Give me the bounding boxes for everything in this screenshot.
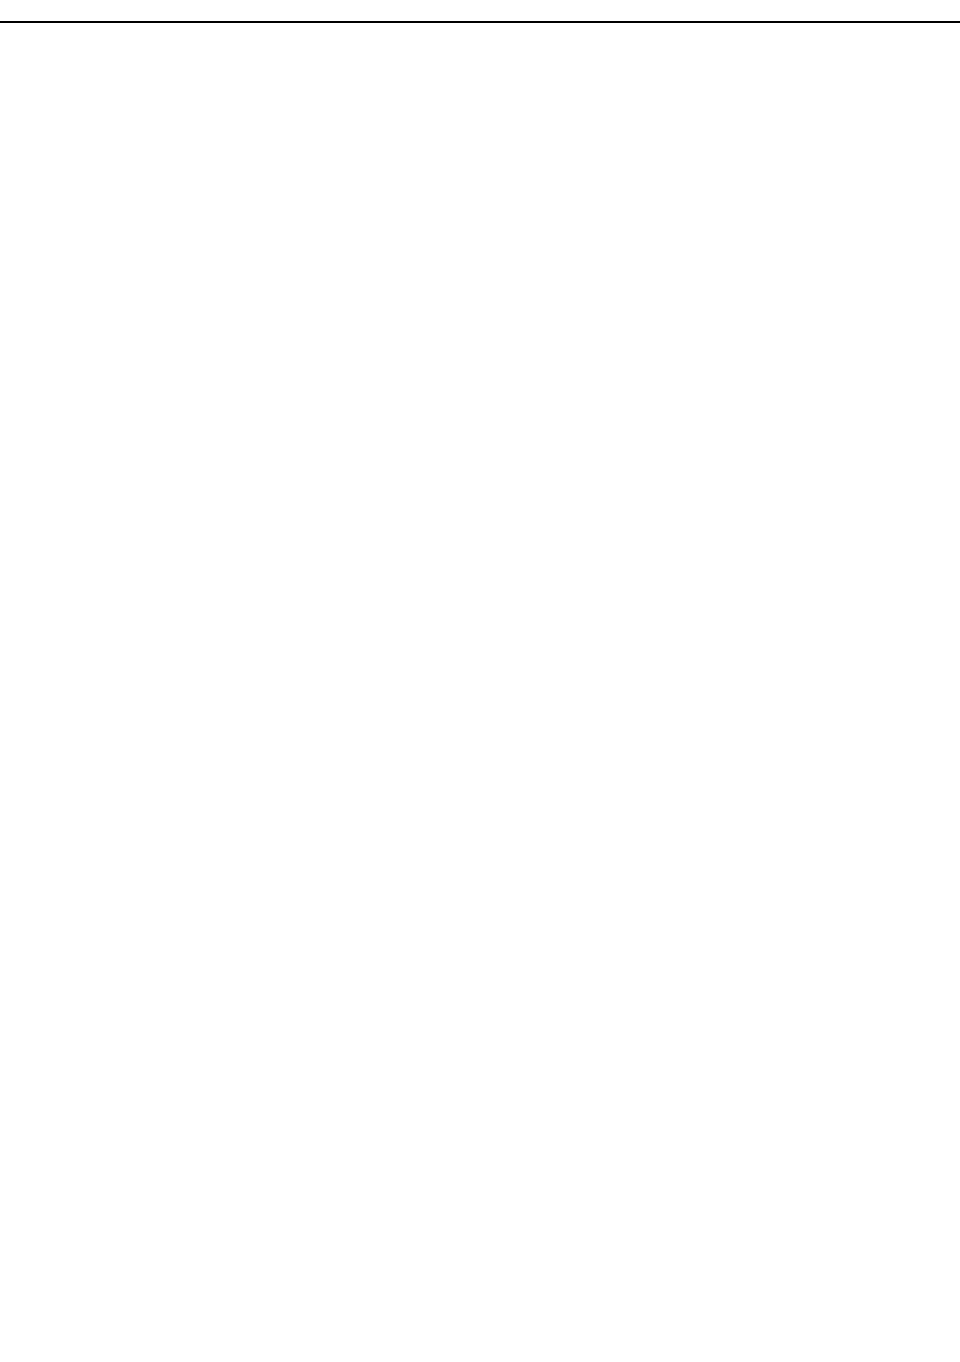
header-rule (0, 21, 960, 23)
